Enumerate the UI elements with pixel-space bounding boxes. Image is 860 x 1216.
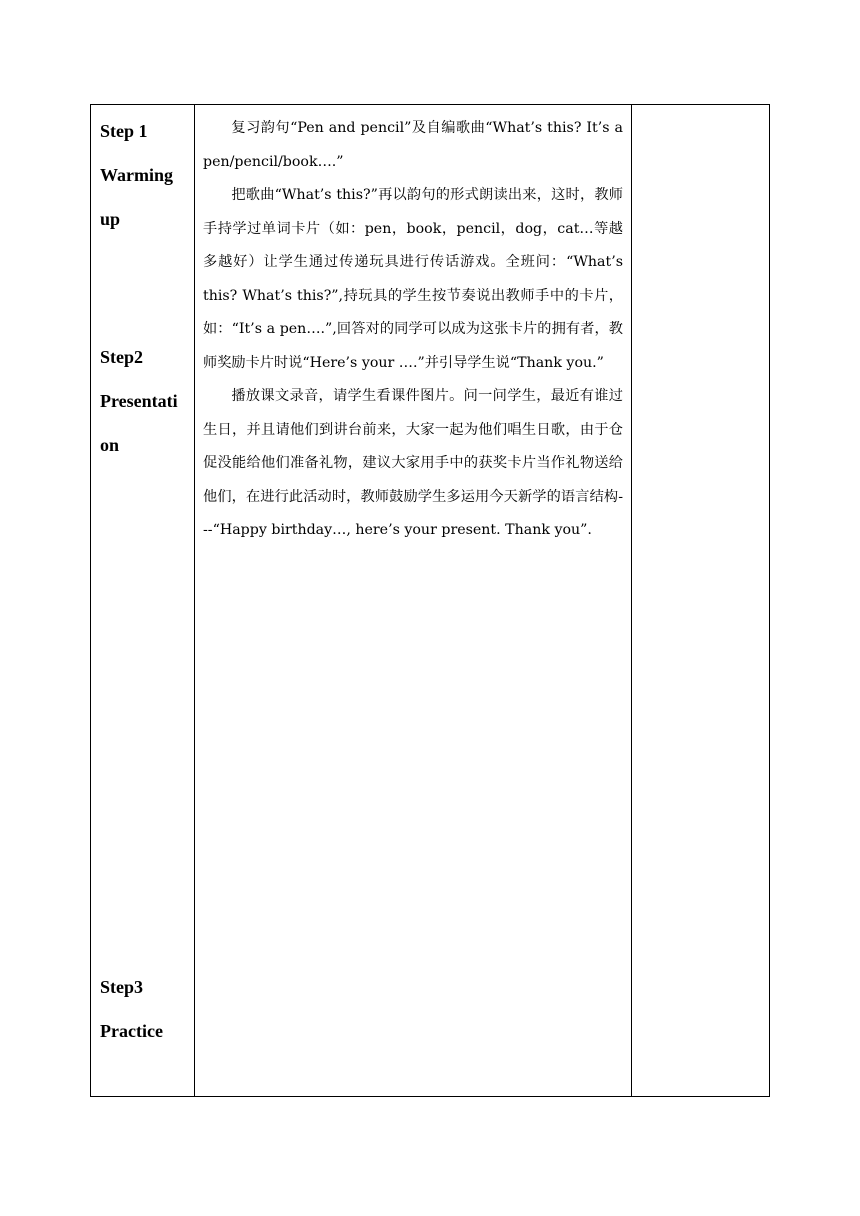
lesson-plan-table <box>90 104 770 1097</box>
procedure-content <box>203 112 623 548</box>
step-2-label: Step2 Presentati on <box>100 347 178 455</box>
paragraph-birthday-activity: 播放课文录音，请学生看课件图片。问一问学生，最近有谁过生日，并且请他们到讲台前来，大家一起为他们唱生日歌，由于仓促没能给他们准备礼物，建议大家用手中的获奖卡片当作礼物送给他们，在进行此活动时，教师鼓励学生多运用今天新学的语言结构---“Happy birthday…, here’s your present. Thank you”. <box>203 388 623 538</box>
paragraph-warmup: 复习韵句“Pen and pencil”及自编歌曲“What’s this? It’s a pen/pencil/book….” <box>203 120 623 170</box>
step-1-label: Step 1 Warming up <box>100 121 174 229</box>
notes-column <box>632 105 769 1096</box>
column-divider <box>194 105 195 1096</box>
paragraph-presentation: 把歌曲“What’s this?”再以韵句的形式朗读出来，这时，教师手持学过单词卡片（如：pen，book，pencil，dog，cat…等越多越好）让学生通过传递玩具进行传话游戏。全班问：“What’s this? What’s this?”,持玩具的学生按节奏说出教师手中的卡片，如：“It’s a pen….”,回答对的同学可以成为这张卡片的拥有者，教师奖励卡片时说“Here’s your ….”并引导学生说“Thank you.” <box>203 187 623 371</box>
step-3-label: Step3 Practice <box>100 977 163 1041</box>
